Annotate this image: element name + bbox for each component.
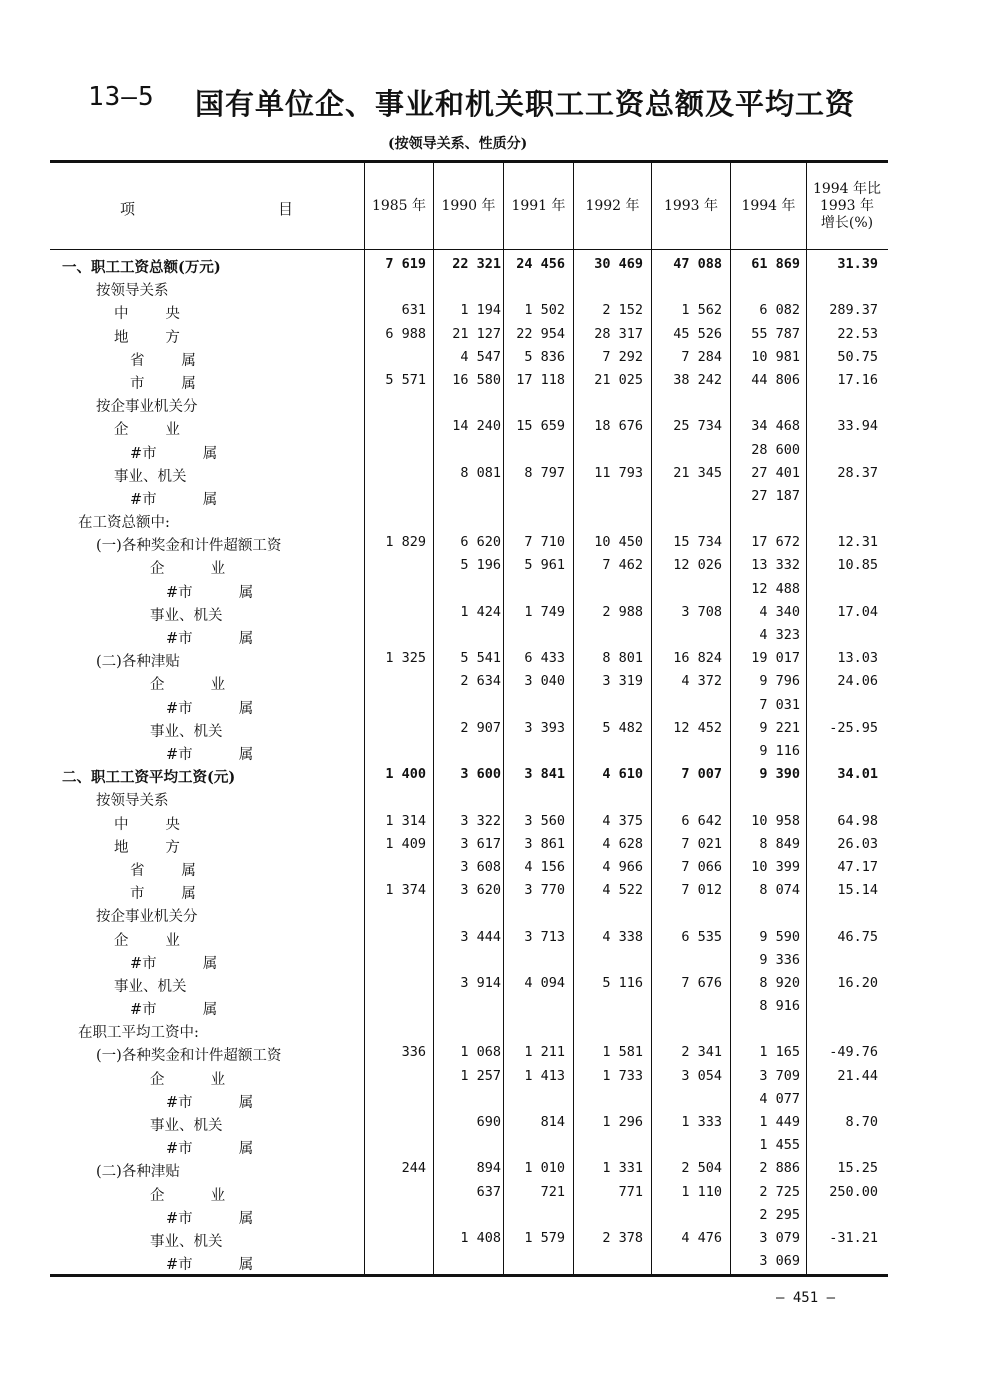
cell-value: 1 502 (524, 302, 565, 319)
row-label: (二)各种津贴 (96, 654, 180, 671)
table-row (50, 254, 888, 277)
cell-value: 5 196 (460, 557, 501, 574)
cell-value: 34.01 (837, 766, 878, 783)
cell-value: 3 069 (759, 1253, 800, 1270)
cell-value: 46.75 (837, 928, 878, 945)
cell-value: 690 (476, 1114, 501, 1131)
table-row (50, 1042, 888, 1065)
row-label: 事业、机关 (114, 978, 187, 995)
cell-value: 7 292 (602, 348, 643, 365)
table-row (50, 555, 888, 578)
cell-value: 7 066 (681, 858, 722, 875)
table-row (50, 811, 888, 834)
cell-value: 4 340 (759, 603, 800, 620)
cell-value: 15 659 (516, 418, 565, 435)
cell-value: 3 709 (759, 1067, 800, 1084)
cell-value: 1 296 (602, 1114, 643, 1131)
table-row (50, 927, 888, 950)
cell-value: 1 424 (460, 603, 501, 620)
row-label: 按领导关系 (96, 283, 169, 300)
cell-value: 3 319 (602, 673, 643, 690)
cell-value: 721 (540, 1183, 565, 1200)
cell-value: 1 400 (385, 766, 426, 783)
cell-value: 10 399 (751, 858, 800, 875)
cell-value: 1 068 (460, 1044, 501, 1061)
cell-value: 1 331 (602, 1160, 643, 1177)
cell-value: 9 390 (759, 766, 800, 783)
cell-value: 8 849 (759, 835, 800, 852)
cell-value: 6 535 (681, 928, 722, 945)
table-row (50, 857, 888, 880)
cell-value: 1 325 (385, 650, 426, 667)
row-label: #市 属 (130, 955, 218, 972)
cell-value: 3 608 (460, 858, 501, 875)
cell-value: 16 824 (673, 650, 722, 667)
cell-value: 7 007 (681, 766, 722, 783)
cell-value: 7 676 (681, 974, 722, 991)
row-label: 市 属 (130, 375, 196, 392)
row-label: 地 方 (114, 329, 180, 346)
cell-value: 5 961 (524, 557, 565, 574)
cell-value: 4 156 (524, 858, 565, 875)
cell-value: 4 323 (759, 627, 800, 644)
cell-value: 12 026 (673, 557, 722, 574)
cell-value: 3 560 (524, 812, 565, 829)
cell-value: 3 620 (460, 882, 501, 899)
cell-value: 55 787 (751, 325, 800, 342)
row-label: 省 属 (130, 352, 196, 369)
cell-value: 9 116 (759, 742, 800, 759)
cell-value: 38 242 (673, 371, 722, 388)
cell-value: 2 725 (759, 1183, 800, 1200)
cell-value: 17 672 (751, 534, 800, 551)
cell-value: 3 040 (524, 673, 565, 690)
cell-value: 17.16 (837, 371, 878, 388)
row-label: #市 属 (166, 1210, 254, 1227)
cell-value: 28 600 (751, 441, 800, 458)
table-row (50, 741, 888, 764)
cell-value: 21 345 (673, 464, 722, 481)
cell-value: 26.03 (837, 835, 878, 852)
cell-value: 17.04 (837, 603, 878, 620)
cell-value: 34 468 (751, 418, 800, 435)
cell-value: 47.17 (837, 858, 878, 875)
table-row (50, 1019, 888, 1042)
table-row (50, 393, 888, 416)
cell-value: 8.70 (845, 1114, 878, 1131)
cell-value: 631 (401, 302, 426, 319)
row-label: 企 业 (114, 422, 180, 439)
cell-value: 1 408 (460, 1229, 501, 1246)
header-rule (50, 249, 888, 250)
cell-value: 9 796 (759, 673, 800, 690)
cell-value: 7 021 (681, 835, 722, 852)
table-row (50, 648, 888, 671)
cell-value: 1 165 (759, 1044, 800, 1061)
row-label: (一)各种奖金和计件超额工资 (96, 1048, 282, 1065)
cell-value: 4 628 (602, 835, 643, 852)
row-label: #市 属 (166, 700, 254, 717)
cell-value: 1 374 (385, 882, 426, 899)
cell-value: 7 462 (602, 557, 643, 574)
cell-value: 9 221 (759, 719, 800, 736)
cell-value: 894 (476, 1160, 501, 1177)
cell-value: 4 375 (602, 812, 643, 829)
cell-value: 18 676 (594, 418, 643, 435)
header-1990: 1990 年 (441, 197, 496, 214)
cell-value: 3 770 (524, 882, 565, 899)
cell-value: 1 413 (524, 1067, 565, 1084)
row-label: #市 属 (130, 491, 218, 508)
cell-value: 1 733 (602, 1067, 643, 1084)
cell-value: 289.37 (829, 302, 878, 319)
table-row (50, 416, 888, 439)
row-label: 企 业 (150, 561, 226, 578)
table-row (50, 486, 888, 509)
table-row (50, 1089, 888, 1112)
cell-value: 3 617 (460, 835, 501, 852)
cell-value: 24.06 (837, 673, 878, 690)
table-row (50, 1205, 888, 1228)
cell-value: 7 031 (759, 696, 800, 713)
cell-value: 8 797 (524, 464, 565, 481)
table-row (50, 973, 888, 996)
cell-value: 637 (476, 1183, 501, 1200)
cell-value: 64.98 (837, 812, 878, 829)
cell-value: 15.14 (837, 882, 878, 899)
cell-value: 4 966 (602, 858, 643, 875)
cell-value: 6 988 (385, 325, 426, 342)
cell-value: 1 829 (385, 534, 426, 551)
table-row (50, 625, 888, 648)
cell-value: 1 579 (524, 1229, 565, 1246)
cell-value: 28.37 (837, 464, 878, 481)
table-row (50, 1158, 888, 1181)
table-row (50, 1135, 888, 1158)
cell-value: 17 118 (516, 371, 565, 388)
table-row (50, 347, 888, 370)
header-1992: 1992 年 (585, 197, 640, 214)
row-label: 一、职工工资总额(万元) (62, 259, 221, 276)
cell-value: 61 869 (751, 256, 800, 272)
row-label: #市 属 (166, 1257, 254, 1274)
row-label: 企 业 (114, 932, 180, 949)
cell-value: 1 409 (385, 835, 426, 852)
cell-value: 19 017 (751, 650, 800, 667)
cell-value: 12.31 (837, 534, 878, 551)
cell-value: 3 444 (460, 928, 501, 945)
cell-value: 4 094 (524, 974, 565, 991)
row-label: 二、职工工资平均工资(元) (62, 769, 236, 787)
table-number: 13—5 (88, 82, 155, 112)
cell-value: 1 257 (460, 1067, 501, 1084)
cell-value: 9 336 (759, 951, 800, 968)
cell-value: 7 284 (681, 348, 722, 365)
cell-value: 2 634 (460, 673, 501, 690)
table-row (50, 509, 888, 532)
cell-value: 22.53 (837, 325, 878, 342)
cell-value: 5 482 (602, 719, 643, 736)
cell-value: 24 456 (516, 256, 565, 272)
table-row (50, 880, 888, 903)
cell-value: 15.25 (837, 1160, 878, 1177)
row-label: #市 属 (166, 1141, 254, 1158)
table-row (50, 718, 888, 741)
cell-value: 1 110 (681, 1183, 722, 1200)
table-row (50, 1112, 888, 1135)
cell-value: 21 025 (594, 371, 643, 388)
cell-value: 4 610 (602, 766, 643, 783)
table-row (50, 370, 888, 393)
cell-value: 16 580 (452, 371, 501, 388)
cell-value: 1 749 (524, 603, 565, 620)
bottom-rule (50, 1274, 888, 1277)
cell-value: 22 321 (452, 256, 501, 272)
cell-value: 1 010 (524, 1160, 565, 1177)
table-row (50, 463, 888, 486)
row-label: 企 业 (150, 677, 226, 694)
cell-value: 12 488 (751, 580, 800, 597)
row-label: 在职工平均工资中: (78, 1025, 199, 1042)
cell-value: 1 449 (759, 1114, 800, 1131)
cell-value: 3 708 (681, 603, 722, 620)
row-label: #市 属 (166, 746, 254, 763)
cell-value: 3 322 (460, 812, 501, 829)
row-label: 按领导关系 (96, 793, 169, 810)
cell-value: 5 116 (602, 974, 643, 991)
cell-value: 4 372 (681, 673, 722, 690)
row-label: 企 业 (150, 1187, 226, 1204)
row-label: (一)各种奖金和计件超额工资 (96, 538, 282, 555)
cell-value: 3 054 (681, 1067, 722, 1084)
table-row (50, 996, 888, 1019)
cell-value: 15 734 (673, 534, 722, 551)
cell-value: -25.95 (829, 719, 878, 736)
table-row (50, 277, 888, 300)
table-row (50, 579, 888, 602)
table-row (50, 787, 888, 810)
cell-value: -49.76 (829, 1044, 878, 1061)
table-row (50, 671, 888, 694)
cell-value: 31.39 (837, 256, 878, 272)
table-row (50, 532, 888, 555)
cell-value: 2 886 (759, 1160, 800, 1177)
row-label: #市 属 (166, 631, 254, 648)
cell-value: 6 642 (681, 812, 722, 829)
table-row (50, 440, 888, 463)
row-label: #市 属 (130, 1002, 218, 1019)
cell-value: 22 954 (516, 325, 565, 342)
row-label: 中 央 (114, 816, 180, 833)
cell-value: 11 793 (594, 464, 643, 481)
cell-value: 814 (540, 1114, 565, 1131)
cell-value: 16.20 (837, 974, 878, 991)
cell-value: 3 600 (460, 766, 501, 783)
header-item-right: 目 (278, 200, 294, 218)
cell-value: 8 074 (759, 882, 800, 899)
cell-value: 1 455 (759, 1137, 800, 1154)
cell-value: 2 988 (602, 603, 643, 620)
header-1985: 1985 年 (371, 197, 427, 214)
cell-value: 2 295 (759, 1206, 800, 1223)
cell-value: 1 314 (385, 812, 426, 829)
cell-value: 10.85 (837, 557, 878, 574)
row-label: 在工资总额中: (78, 515, 170, 532)
cell-value: 7 619 (385, 256, 426, 272)
cell-value: 336 (401, 1044, 426, 1061)
cell-value: 3 393 (524, 719, 565, 736)
table-row (50, 834, 888, 857)
cell-value: 250.00 (829, 1183, 878, 1200)
cell-value: 3 713 (524, 928, 565, 945)
cell-value: -31.21 (829, 1229, 878, 1246)
cell-value: 4 547 (460, 348, 501, 365)
table-subtitle: (按领导关系、性质分) (388, 136, 528, 152)
cell-value: 8 801 (602, 650, 643, 667)
cell-value: 4 476 (681, 1229, 722, 1246)
cell-value: 6 082 (759, 302, 800, 319)
cell-value: 2 152 (602, 302, 643, 319)
cell-value: 50.75 (837, 348, 878, 365)
cell-value: 7 012 (681, 882, 722, 899)
cell-value: 2 341 (681, 1044, 722, 1061)
row-label: 事业、机关 (150, 723, 223, 740)
cell-value: 2 907 (460, 719, 501, 736)
header-1991: 1991 年 (511, 197, 566, 214)
cell-value: 21 127 (452, 325, 501, 342)
cell-value: 10 981 (751, 348, 800, 365)
cell-value: 8 916 (759, 998, 800, 1015)
cell-value: 10 958 (751, 812, 800, 829)
cell-value: 27 187 (751, 487, 800, 504)
row-label: 中 央 (114, 306, 180, 323)
cell-value: 28 317 (594, 325, 643, 342)
table-row (50, 300, 888, 323)
table-title: 国有单位企、事业和机关职工工资总额及平均工资 (195, 87, 856, 121)
row-label: 省 属 (130, 862, 196, 879)
cell-value: 4 522 (602, 882, 643, 899)
cell-value: 2 378 (602, 1229, 643, 1246)
table-row (50, 1251, 888, 1274)
cell-value: 33.94 (837, 418, 878, 435)
table-row (50, 1066, 888, 1089)
cell-value: 2 504 (681, 1160, 722, 1177)
cell-value: 4 077 (759, 1090, 800, 1107)
cell-value: 10 450 (594, 534, 643, 551)
cell-value: 7 710 (524, 534, 565, 551)
header-growth: 1994 年比 1993 年 增长(%) (812, 180, 882, 231)
table-row (50, 950, 888, 973)
header-1993: 1993 年 (663, 197, 719, 214)
row-label: 企 业 (150, 1071, 226, 1088)
cell-value: 47 088 (673, 256, 722, 272)
cell-value: 27 401 (751, 464, 800, 481)
cell-value: 3 841 (524, 766, 565, 783)
cell-value: 12 452 (673, 719, 722, 736)
table-row (50, 903, 888, 926)
row-label: (二)各种津贴 (96, 1164, 180, 1181)
table-row (50, 764, 888, 787)
cell-value: 6 620 (460, 534, 501, 551)
cell-value: 4 338 (602, 928, 643, 945)
page-number: — 451 — (776, 1290, 836, 1306)
cell-value: 8 920 (759, 974, 800, 991)
cell-value: 44 806 (751, 371, 800, 388)
cell-value: 3 914 (460, 974, 501, 991)
table-row (50, 324, 888, 347)
row-label: #市 属 (166, 1094, 254, 1111)
row-label: #市 属 (166, 584, 254, 601)
cell-value: 1 211 (524, 1044, 565, 1061)
cell-value: 25 734 (673, 418, 722, 435)
row-label: 按企事业机关分 (96, 399, 198, 416)
row-label: 事业、机关 (114, 468, 187, 485)
header-item-left: 项 (120, 200, 136, 218)
cell-value: 1 333 (681, 1114, 722, 1131)
table-row (50, 602, 888, 625)
cell-value: 1 562 (681, 302, 722, 319)
row-label: 事业、机关 (150, 1233, 223, 1250)
table-row (50, 1228, 888, 1251)
row-label: 地 方 (114, 839, 180, 856)
row-label: #市 属 (130, 445, 218, 462)
row-label: 市 属 (130, 886, 196, 903)
cell-value: 5 541 (460, 650, 501, 667)
cell-value: 8 081 (460, 464, 501, 481)
cell-value: 30 469 (594, 256, 643, 272)
cell-value: 45 526 (673, 325, 722, 342)
cell-value: 6 433 (524, 650, 565, 667)
cell-value: 21.44 (837, 1067, 878, 1084)
row-label: 事业、机关 (150, 1118, 223, 1135)
cell-value: 1 581 (602, 1044, 643, 1061)
cell-value: 5 836 (524, 348, 565, 365)
cell-value: 14 240 (452, 418, 501, 435)
cell-value: 771 (618, 1183, 643, 1200)
table-row (50, 1182, 888, 1205)
cell-value: 3 079 (759, 1229, 800, 1246)
cell-value: 244 (401, 1160, 426, 1177)
table-row (50, 695, 888, 718)
cell-value: 13 332 (751, 557, 800, 574)
row-label: 事业、机关 (150, 607, 223, 624)
row-label: 按企事业机关分 (96, 909, 198, 926)
cell-value: 5 571 (385, 371, 426, 388)
header-1994: 1994 年 (741, 197, 796, 214)
cell-value: 1 194 (460, 302, 501, 319)
cell-value: 9 590 (759, 928, 800, 945)
cell-value: 3 861 (524, 835, 565, 852)
cell-value: 13.03 (837, 650, 878, 667)
